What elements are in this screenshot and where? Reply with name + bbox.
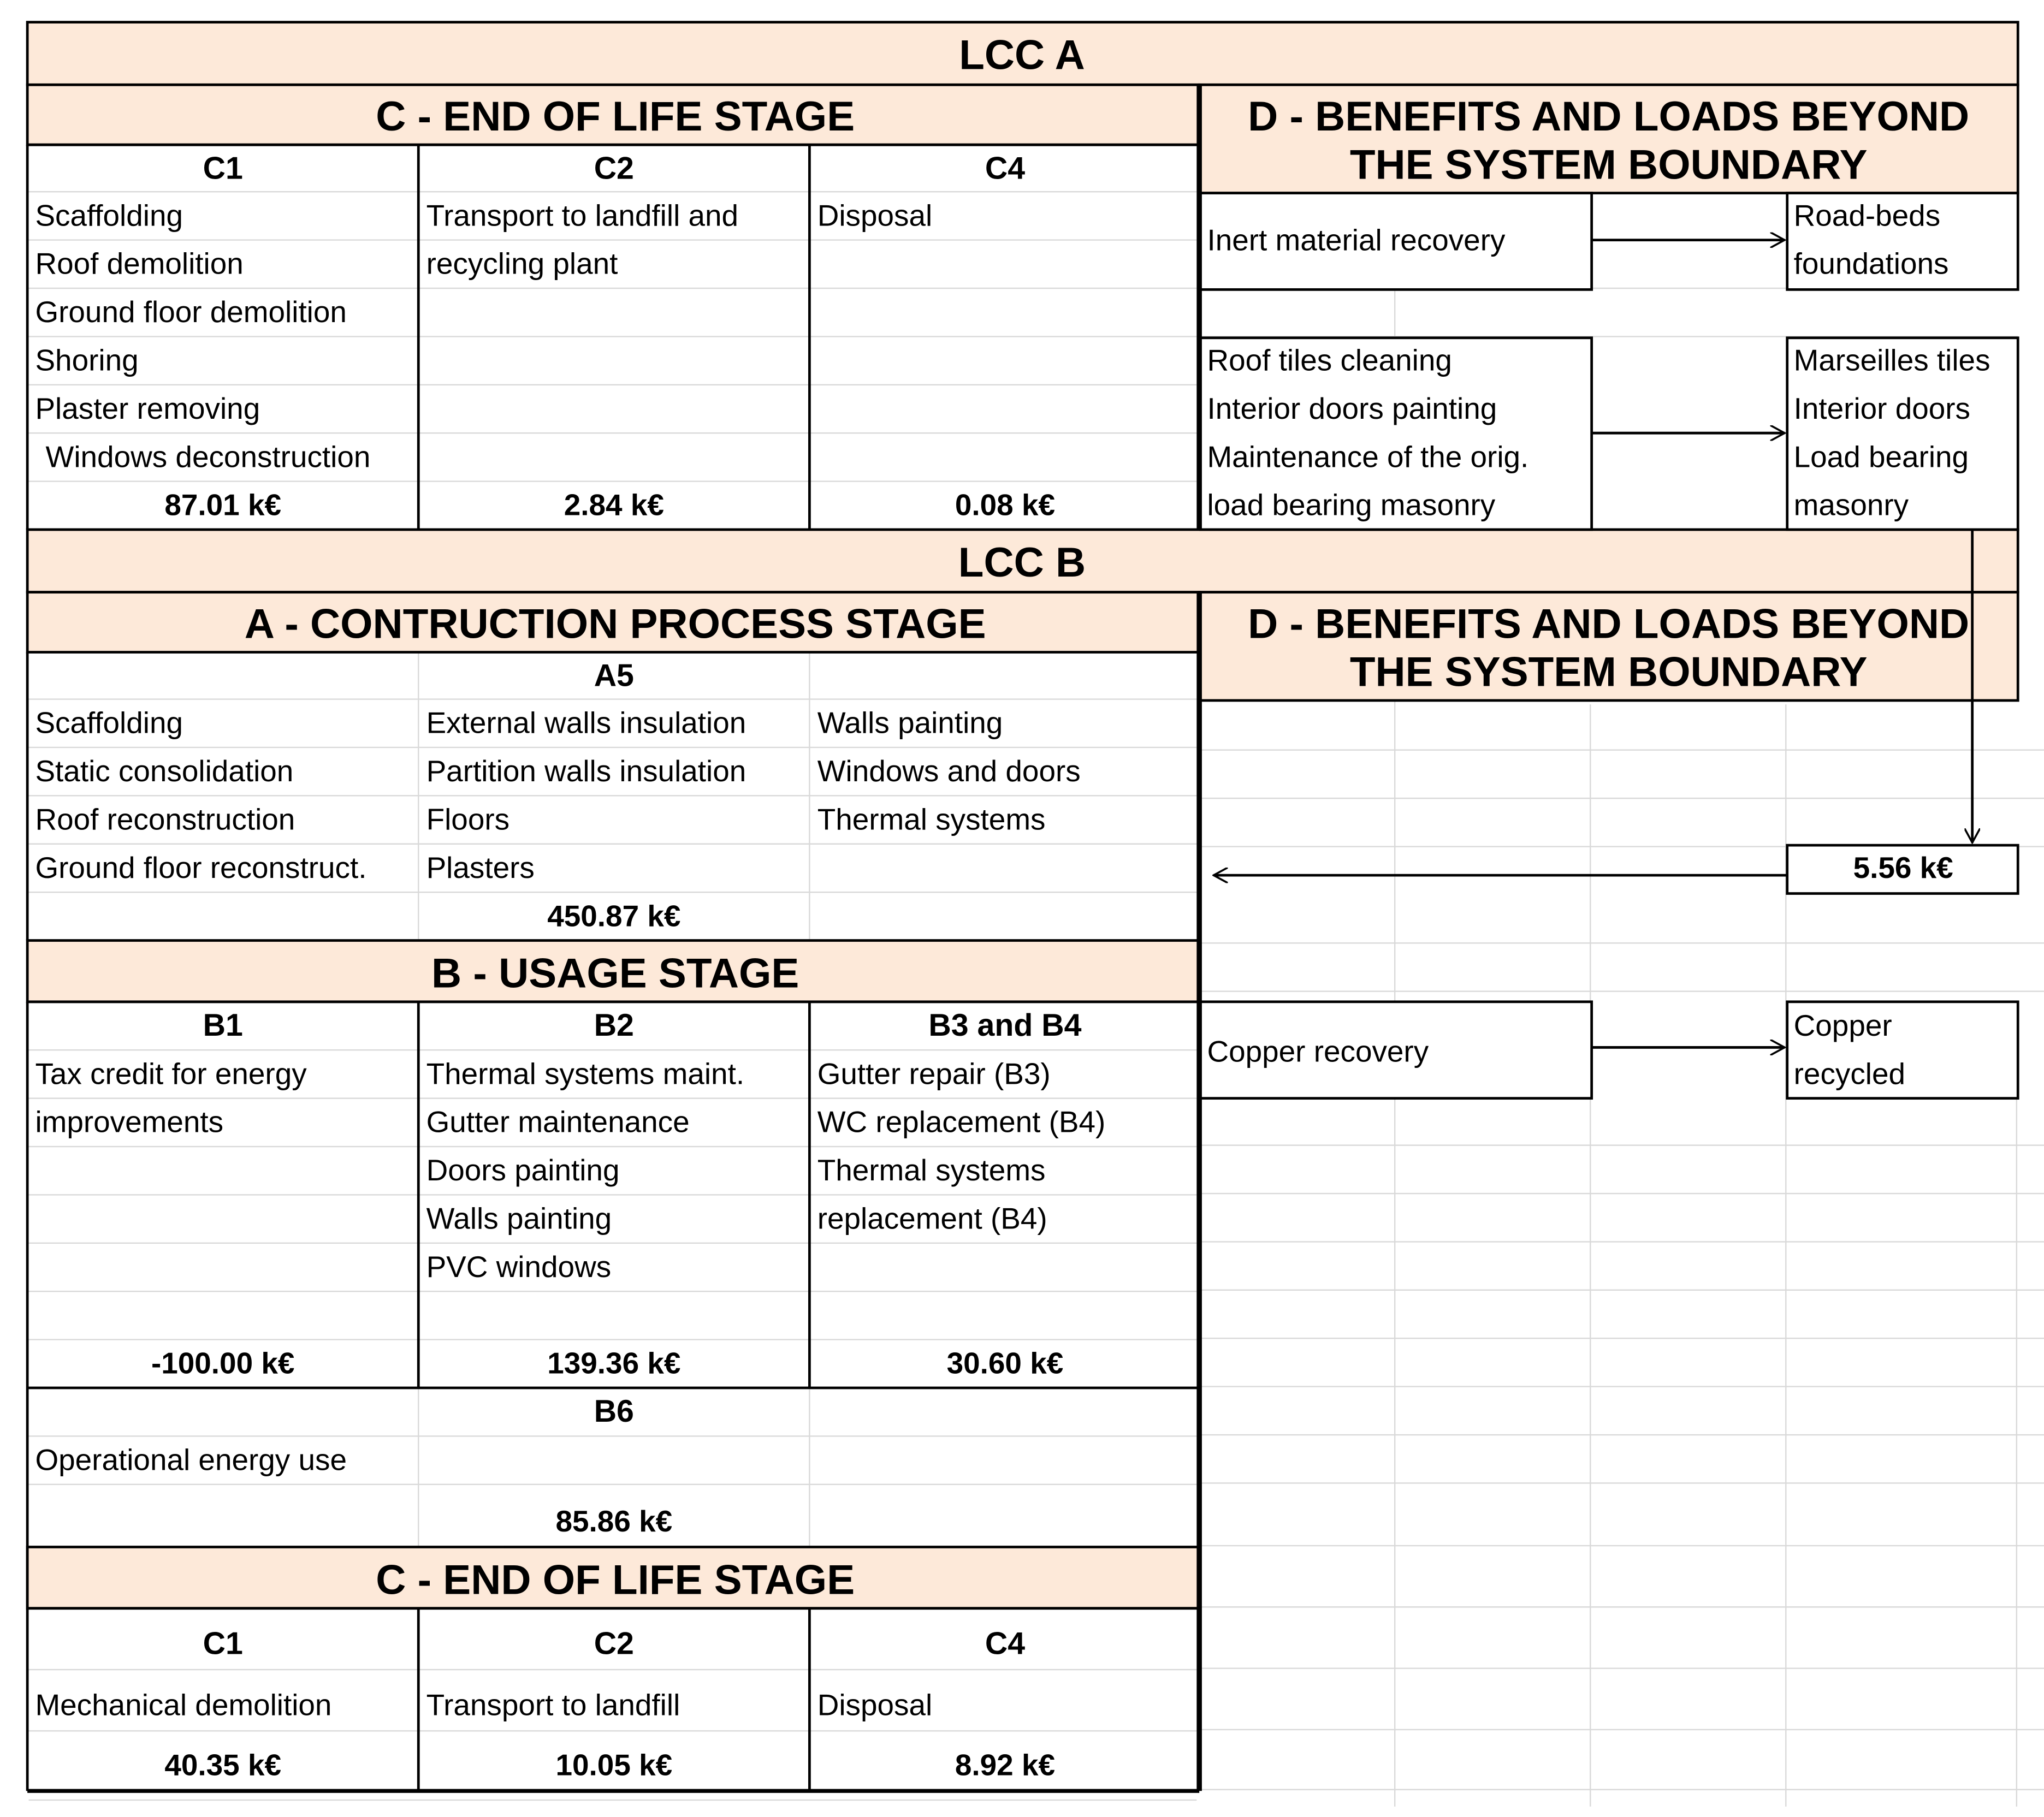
- col-b2: B2: [594, 1007, 634, 1043]
- reuse-source-label: Maintenance of the orig.: [1207, 440, 1529, 474]
- lcc-b-c2-item: Transport to landfill: [426, 1688, 680, 1722]
- b2-item: Doors painting: [426, 1153, 620, 1187]
- a5-col2-item: Plasters: [426, 850, 535, 884]
- b1-item: improvements: [35, 1105, 224, 1139]
- reuse-target-label: Interior doors: [1793, 391, 1971, 425]
- b34-item: Gutter repair (B3): [817, 1056, 1051, 1091]
- b6-item: Operational energy use: [35, 1442, 347, 1477]
- reuse-source-label: Roof tiles cleaning: [1207, 343, 1452, 377]
- a5-col3-item: Thermal systems: [817, 802, 1046, 836]
- inert-target-label: foundations: [1793, 246, 1949, 281]
- reuse-source-label: Interior doors painting: [1207, 391, 1497, 425]
- lcc-a-col-c4: C4: [985, 151, 1026, 186]
- lcc-b-a-stage-title: A - CONTRUCTION PROCESS STAGE: [244, 601, 986, 648]
- copper-target-label: Copper: [1793, 1008, 1892, 1042]
- a5-col2-item: Floors: [426, 802, 510, 836]
- inert-target-label: Road-beds: [1793, 198, 1941, 233]
- lcc-b-c-stage-title: C - END OF LIFE STAGE: [376, 1557, 855, 1604]
- a5-col1-item: Roof reconstruction: [35, 802, 295, 836]
- lcc-a-c4-total: 0.08 k€: [955, 488, 1056, 522]
- a5-col3-item: Walls painting: [817, 705, 1003, 740]
- a5-col2-item: Partition walls insulation: [426, 754, 746, 788]
- benefit-value: 5.56 k€: [1853, 850, 1953, 884]
- lcc-b-col-c4: C4: [985, 1626, 1026, 1661]
- b2-item: PVC windows: [426, 1249, 612, 1284]
- lcc-a-c1-item: Scaffolding: [35, 198, 183, 233]
- lcc-b-c4-item: Disposal: [817, 1688, 933, 1722]
- b34-item: WC replacement (B4): [817, 1105, 1106, 1139]
- lcc-a-c1-item: Shoring: [35, 343, 139, 377]
- b2-item: Walls painting: [426, 1201, 612, 1236]
- lcc-b-c2-total: 10.05 k€: [555, 1748, 673, 1782]
- reuse-target-label: Marseilles tiles: [1793, 343, 1990, 377]
- lcc-a-c1-item: Plaster removing: [35, 391, 260, 425]
- lcc-a-title: LCC A: [959, 32, 1085, 79]
- lcc-b-a5-label: A5: [594, 658, 634, 693]
- a5-col1-item: Static consolidation: [35, 754, 294, 788]
- lcc-a-c2-item: recycling plant: [426, 246, 618, 281]
- lcc-b-b-stage-title: B - USAGE STAGE: [431, 950, 799, 997]
- a5-col2-item: External walls insulation: [426, 705, 746, 740]
- lcc-a-col-c2: C2: [594, 151, 634, 186]
- lcc-a-c1-item: Roof demolition: [35, 246, 244, 281]
- b2-total: 139.36 k€: [547, 1346, 681, 1380]
- lcc-a-c4-item: Disposal: [817, 198, 933, 233]
- inert-source-label: Inert material recovery: [1207, 223, 1506, 257]
- lcc-b-col-c1: C1: [203, 1626, 243, 1661]
- lcc-a-d-stage-title-2: THE SYSTEM BOUNDARY: [1349, 141, 1868, 188]
- lcc-a-d-stage-title-1: D - BENEFITS AND LOADS BEYOND: [1248, 93, 1970, 140]
- b1-total: -100.00 k€: [151, 1346, 295, 1380]
- lcc-a-c-stage-title: C - END OF LIFE STAGE: [376, 93, 855, 140]
- lcc-a-c1-item: Ground floor demolition: [35, 295, 347, 329]
- b6-label: B6: [594, 1394, 634, 1429]
- reuse-source-label: load bearing masonry: [1207, 488, 1496, 522]
- col-b1: B1: [203, 1007, 243, 1043]
- reuse-target-label: Load bearing: [1793, 440, 1969, 474]
- a5-col3-item: Windows and doors: [817, 754, 1081, 788]
- lcc-b-col-c2: C2: [594, 1626, 634, 1661]
- reuse-target-label: masonry: [1793, 488, 1909, 522]
- b2-item: Gutter maintenance: [426, 1105, 690, 1139]
- copper-source-label: Copper recovery: [1207, 1034, 1429, 1068]
- lcc-b-c1-item: Mechanical demolition: [35, 1688, 332, 1722]
- a5-col1-item: Scaffolding: [35, 705, 183, 740]
- a5-total: 450.87 k€: [547, 899, 681, 933]
- b2-item: Thermal systems maint.: [426, 1056, 745, 1091]
- lcc-b-c4-total: 8.92 k€: [955, 1748, 1056, 1782]
- a5-col1-item: Ground floor reconstruct.: [35, 850, 367, 884]
- lcc-b-c1-total: 40.35 k€: [164, 1748, 282, 1782]
- lcc-b-title: LCC B: [958, 539, 1086, 586]
- b34-item: Thermal systems: [817, 1153, 1046, 1187]
- lcc-a-c2-total: 2.84 k€: [564, 488, 664, 522]
- b6-total: 85.86 k€: [555, 1504, 673, 1538]
- b34-item: replacement (B4): [817, 1201, 1047, 1236]
- lcc-a-col-c1: C1: [203, 151, 243, 186]
- copper-target-label: recycled: [1793, 1056, 1906, 1091]
- lcc-b-d-stage-title-2: THE SYSTEM BOUNDARY: [1349, 649, 1868, 696]
- lcc-a-c1-item: Windows deconstruction: [45, 440, 371, 474]
- b34-total: 30.60 k€: [946, 1346, 1064, 1380]
- lcc-a-c2-item: Transport to landfill and: [426, 198, 739, 233]
- b1-item: Tax credit for energy: [35, 1056, 307, 1091]
- col-b3-b4: B3 and B4: [928, 1007, 1082, 1043]
- lcc-a-c1-total: 87.01 k€: [164, 488, 282, 522]
- lcc-b-d-stage-title-1: D - BENEFITS AND LOADS BEYOND: [1248, 601, 1970, 648]
